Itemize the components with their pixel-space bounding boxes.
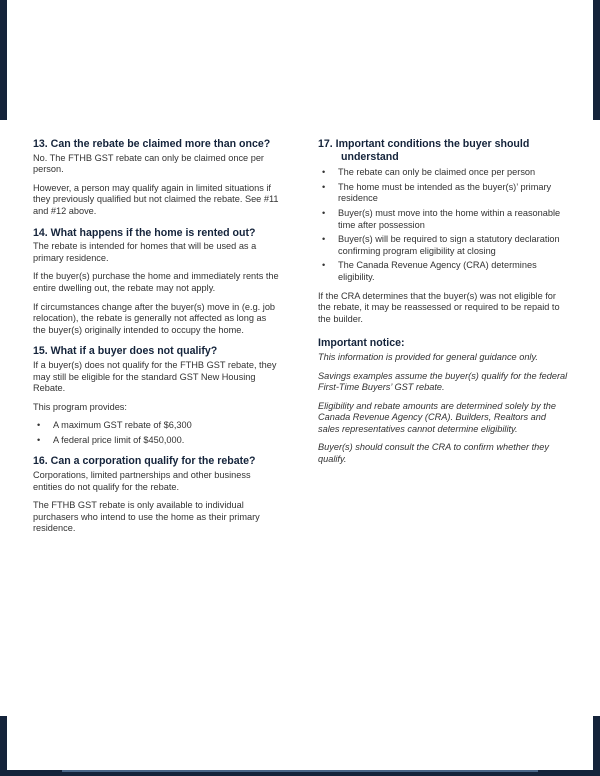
section-17-heading: 17. Important conditions the buyer should understand <box>318 138 530 163</box>
left-column <box>33 138 281 544</box>
bullet-item: • The Canada Revenue Agency (CRA) determines eligibility. <box>318 260 568 283</box>
notice-paragraph-3: Eligibility and rebate amounts are determined solely by the Canada Revenue Agency (CRA). Builders, Realtors and sales representatives cannot determine eligibility. <box>318 400 556 434</box>
right-edge-bar-top <box>593 0 600 120</box>
section-14-paragraph-3: If circumstances change after the buyer(s) move in (e.g. job relocation), the rebate is generally not affected as long as the buyer(s) originally intended to occupy the home. <box>33 301 276 335</box>
faq-section-15 <box>33 345 281 446</box>
section-17-bullet-list <box>318 167 568 283</box>
section-14-heading: 14. What happens if the home is rented out? <box>33 226 256 239</box>
bullet-item: • The rebate can only be claimed once per person <box>318 167 568 179</box>
notice-paragraph-1: This information is provided for general guidance only. <box>318 351 538 362</box>
faq-section-14 <box>33 227 281 337</box>
faq-section-17 <box>318 138 568 325</box>
bottom-accent-line <box>62 770 538 772</box>
section-14-paragraph-1: The rebate is intended for homes that will be used as a primary residence. <box>33 241 257 263</box>
section-16-paragraph-1: Corporations, limited partnerships and other business entities do not qualify for the rebate. <box>33 470 251 492</box>
section-17-paragraph-1: If the CRA determines that the buyer(s) was not eligible for the rebate, it may be reassessed or required to be repaid to the builder. <box>318 290 560 324</box>
important-notice-section <box>318 337 568 465</box>
section-16-paragraph-2: The FTHB GST rebate is only available to individual purchasers who intend to use the home as their primary residence. <box>33 500 260 534</box>
faq-section-13 <box>33 138 281 218</box>
notice-paragraph-2: Savings examples assume the buyer(s) qualify for the federal First-Time Buyers’ GST rebate. <box>318 370 568 393</box>
right-column <box>318 138 568 475</box>
bullet-item: • The home must be intended as the buyer(s)’ primary residence <box>318 182 568 205</box>
section-15-heading: 15. What if a buyer does not qualify? <box>33 345 218 358</box>
bullet-item: • Buyer(s) will be required to sign a statutory declaration confirming program eligibility at closing <box>318 234 568 257</box>
left-edge-bar-top <box>0 0 7 120</box>
section-13-heading: 13. Can the rebate be claimed more than once? <box>33 138 271 150</box>
section-14-paragraph-2: If the buyer(s) purchase the home and immediately rents the entire dwelling out, the rebate may not apply. <box>33 271 279 293</box>
section-16-heading: 16. Can a corporation qualify for the rebate? <box>33 455 256 468</box>
important-notice-heading: Important notice: <box>318 337 405 350</box>
right-edge-bar-bottom <box>593 716 600 776</box>
left-edge-bar-bottom <box>0 716 7 776</box>
bullet-item: • Buyer(s) must move into the home within a reasonable time after possession <box>318 208 568 231</box>
section-15-bullet-list <box>33 420 281 446</box>
section-13-paragraph-1: No. The FTHB GST rebate can only be claimed once per person. <box>33 152 264 175</box>
bullet-item: • A federal price limit of $450,000. <box>33 435 281 447</box>
section-15-paragraph-1: If a buyer(s) does not qualify for the FTHB GST rebate, they may still be eligible for the standard GST New Housing Rebate. <box>33 359 277 394</box>
notice-paragraph-4: Buyer(s) should consult the CRA to confirm whether they qualify. <box>318 442 549 465</box>
section-13-paragraph-2: However, a person may qualify again in limited situations if they previously qualified but not claimed the rebate. See #11 and #12 above. <box>33 182 279 216</box>
faq-section-16 <box>33 455 281 535</box>
bullet-item: • A maximum GST rebate of $6,300 <box>33 420 281 432</box>
section-15-paragraph-2: This program provides: <box>33 401 127 412</box>
